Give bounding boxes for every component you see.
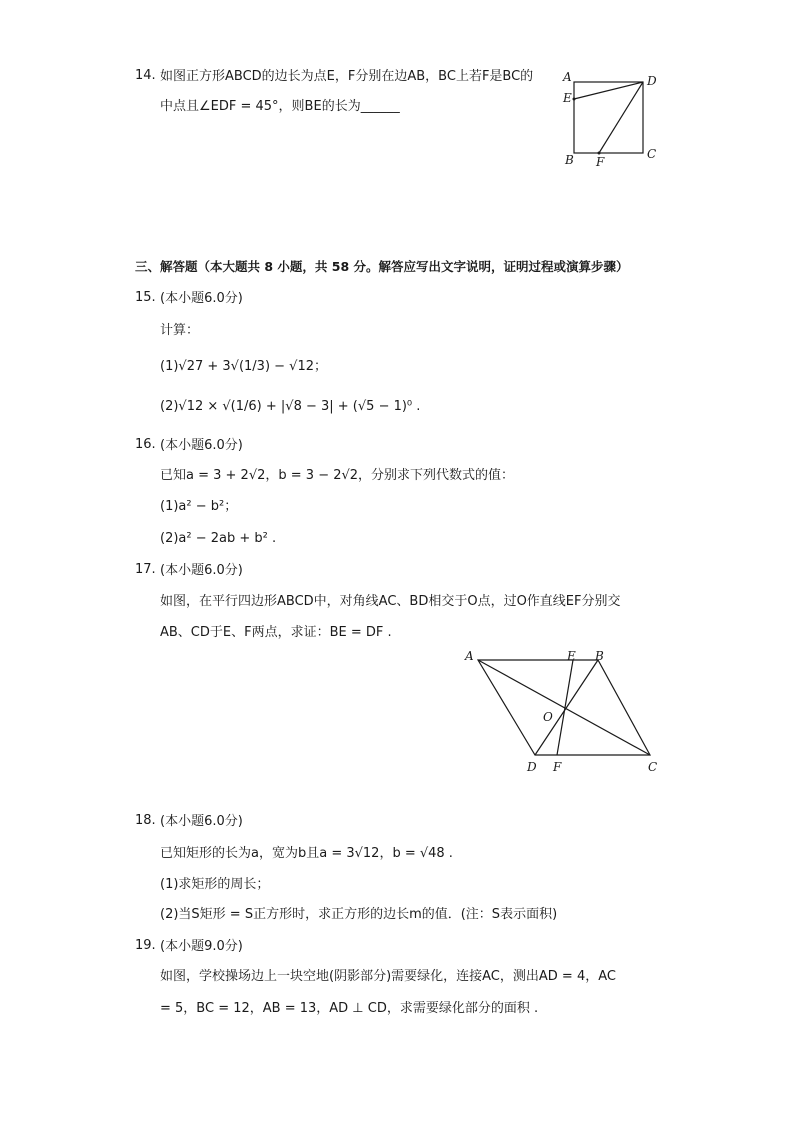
q19-number: 19. (135, 938, 156, 953)
segment-ed (574, 82, 643, 99)
q16-intro: 已知a = 3 + 2√2，b = 3 − 2√2，分别求下列代数式的值： (160, 468, 515, 483)
q14-square-figure (558, 70, 678, 170)
label-o: O (543, 710, 553, 724)
q17-number: 17. (135, 562, 156, 577)
square-abcd (574, 82, 643, 153)
q16-score: (本小题6.0分) (160, 438, 243, 453)
diagonal-bd (535, 660, 598, 755)
label-e: E (567, 649, 576, 663)
q14-number: 14. (135, 68, 156, 83)
segment-ef (557, 660, 573, 755)
q14-text-line1: 如图正方形ABCD的边长为点E，F分别在边AB，BC上若F是BC的 (160, 69, 534, 84)
section-heading: 三、解答题（本大题共 8 小题，共 58 分。解答应写出文字说明，证明过程或演算步骤） (135, 259, 629, 274)
label-c: C (647, 147, 657, 161)
q15-number: 15. (135, 290, 156, 305)
q17-text-line1: 如图，在平行四边形ABCD中，对角线AC、BD相交于O点，过O作直线EF分别交 (160, 594, 621, 609)
label-a: A (465, 649, 474, 663)
q15-part2: (2)√12 × √(1/6) + |√8 − 3| + (√5 − 1)⁰ . (160, 399, 421, 414)
q16-number: 16. (135, 437, 156, 452)
segment-fd (599, 82, 643, 153)
q15-intro: 计算： (160, 323, 200, 338)
label-c: C (648, 760, 658, 774)
q14-text-line2: 中点且∠EDF = 45°，则BE的长为______ (160, 99, 400, 114)
label-f: F (596, 155, 605, 169)
q17-score: (本小题6.0分) (160, 563, 243, 578)
label-b: B (565, 153, 574, 167)
q19-text-line1: 如图，学校操场边上一块空地(阴影部分)需要绿化，连接AC，测出AD = 4，AC (160, 969, 616, 984)
q19-text-line2: = 5，BC = 12，AB = 13，AD ⊥ CD，求需要绿化部分的面积 . (160, 1001, 539, 1016)
label-b: B (595, 649, 604, 663)
q18-part2: (2)当S矩形 = S正方形时，求正方形的边长m的值．(注：S表示面积) (160, 907, 558, 922)
label-d: D (647, 74, 657, 88)
q18-part1: (1)求矩形的周长； (160, 877, 270, 892)
q18-number: 18. (135, 813, 156, 828)
label-d: D (527, 760, 537, 774)
label-a: A (563, 70, 572, 84)
q17-text-line2: AB、CD于E、F两点，求证：BE = DF . (160, 625, 392, 640)
q17-parallelogram-figure (460, 648, 670, 778)
q18-score: (本小题6.0分) (160, 814, 243, 829)
label-e: E (563, 91, 572, 105)
q16-part1: (1)a² − b²； (160, 499, 238, 514)
point-e (573, 98, 576, 101)
q15-part1: (1)√27 + 3√(1/3) − √12； (160, 359, 328, 374)
q18-intro: 已知矩形的长为a，宽为b且a = 3√12，b = √48 . (160, 846, 453, 861)
q15-score: (本小题6.0分) (160, 291, 243, 306)
q16-part2: (2)a² − 2ab + b² . (160, 531, 277, 546)
label-f: F (553, 760, 562, 774)
q19-score: (本小题9.0分) (160, 939, 243, 954)
